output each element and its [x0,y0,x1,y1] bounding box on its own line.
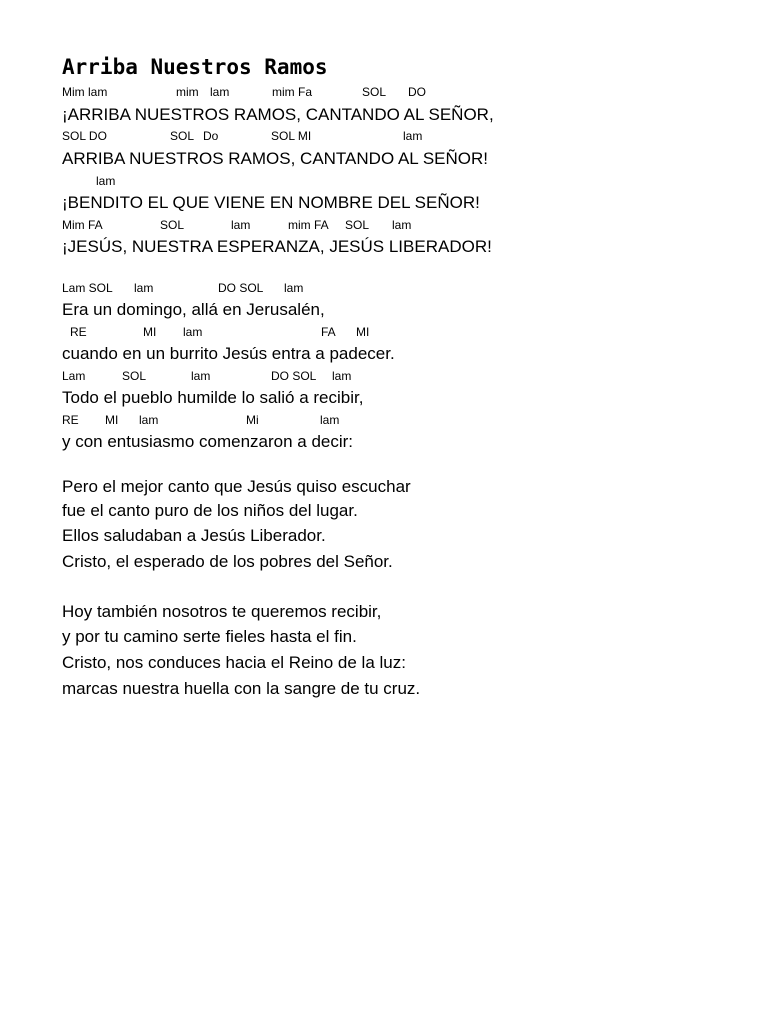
lyric-line: ¡BENDITO EL QUE VIENE EN NOMBRE DEL SEÑOR! [62,193,480,212]
chord: Lam [62,369,86,383]
lyric-line: ¡JESÚS, NUESTRA ESPERANZA, JESÚS LIBERADOR! [62,237,492,256]
chord: lam [284,281,304,295]
chord: MI [143,325,157,339]
chord: SOL MI [271,129,312,143]
chord: mim Fa [272,85,312,99]
chord-line [0,84,768,100]
chord: DO [408,85,426,99]
chord: lam [403,129,423,143]
chord: lam [392,218,412,232]
chord: RE [70,325,87,339]
lyric-line: Todo el pueblo humilde lo salió a recibir, [62,388,364,407]
chord: MI [105,413,119,427]
chord: lam [231,218,251,232]
chord: SOL [122,369,147,383]
chord: SOL [160,218,185,232]
chord: lam [191,369,211,383]
chord: lam [134,281,154,295]
chord-line [0,412,768,428]
chord-line [0,173,768,189]
chord: lam [332,369,352,383]
chord: SOL [345,218,370,232]
chord: lam [139,413,159,427]
lyric-line: Era un domingo, allá en Jerusalén, [62,300,325,319]
chord: Mim FA [62,218,103,232]
lyric-line: marcas nuestra huella con la sangre de tu cruz. [62,679,421,698]
lyric-line: Hoy también nosotros te queremos recibir, [62,602,382,621]
chord: lam [96,174,116,188]
chord: MI [356,325,370,339]
lyric-line: ¡ARRIBA NUESTROS RAMOS, CANTANDO AL SEÑOR, [62,105,494,124]
chord: FA [321,325,336,339]
chord: lam [210,85,230,99]
lyric-line: y con entusiasmo comenzaron a decir: [62,432,354,451]
lyric-line: cuando en un burrito Jesús entra a padecer. [62,344,395,363]
chord: Do [203,129,219,143]
chord: SOL DO [62,129,107,143]
song-title: Arriba Nuestros Ramos [62,55,328,79]
lyric-line: Cristo, nos conduces hacia el Reino de la luz: [62,653,406,672]
chord: mim [176,85,199,99]
chord-line [0,217,768,233]
chord: lam [320,413,340,427]
chord-line [0,128,768,144]
chord: lam [183,325,203,339]
chord-line [0,324,768,340]
lyric-line: y por tu camino serte fieles hasta el fin. [62,627,357,646]
chord: Mi [246,413,259,427]
lyric-line: Ellos saludaban a Jesús Liberador. [62,526,326,545]
chord: RE [62,413,79,427]
chord: Mim lam [62,85,108,99]
lyric-line: fue el canto puro de los niños del lugar. [62,501,358,520]
chord: SOL [170,129,195,143]
chord-line [0,280,768,296]
lyric-line: ARRIBA NUESTROS RAMOS, CANTANDO AL SEÑOR! [62,149,489,168]
chord: DO SOL [271,369,317,383]
chord: DO SOL [218,281,264,295]
chord: mim FA [288,218,329,232]
chord-line [0,368,768,384]
chord: SOL [362,85,387,99]
lyric-line: Cristo, el esperado de los pobres del Señor. [62,552,393,571]
chord: Lam SOL [62,281,113,295]
lyric-line: Pero el mejor canto que Jesús quiso escuchar [62,477,411,496]
